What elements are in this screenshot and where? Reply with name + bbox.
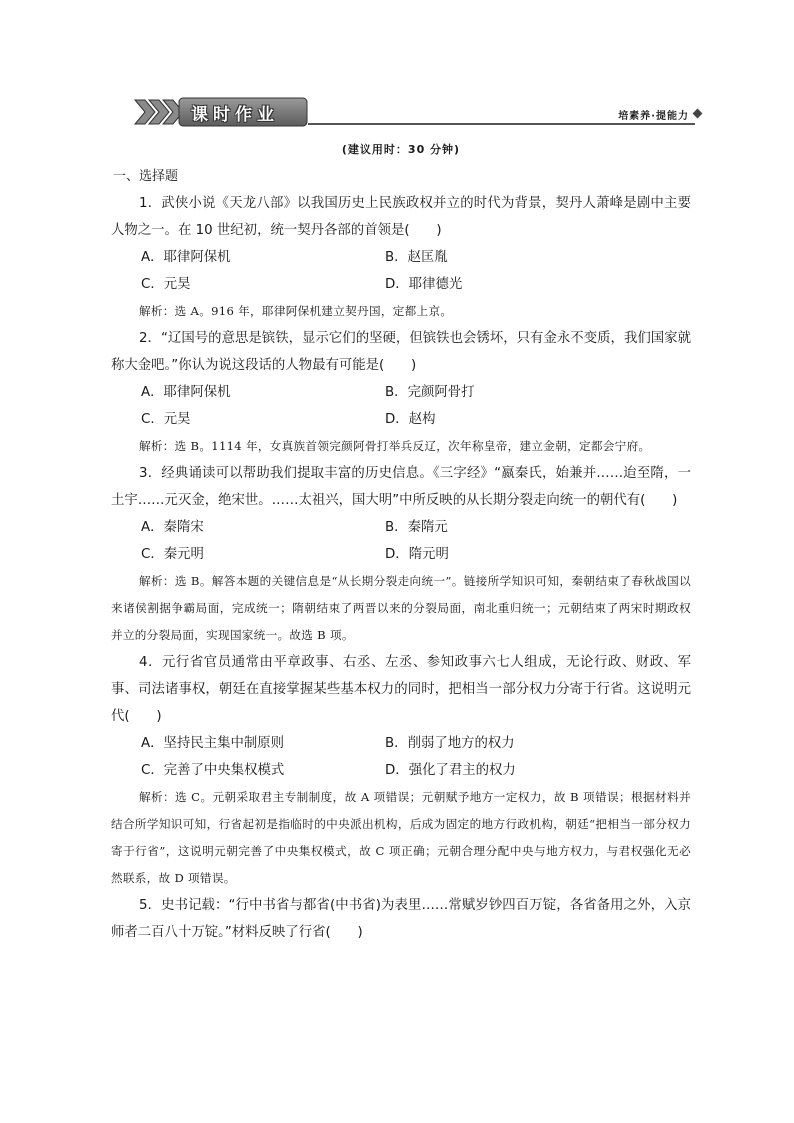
option-a: A．耶律阿保机 (141, 250, 231, 265)
option-list (111, 514, 691, 568)
question-3 (111, 460, 691, 649)
suggested-time: (建议用时：30 分钟) (341, 143, 461, 156)
banner-title: 课时作业 (191, 105, 279, 125)
option-d: D．隋元明 (385, 547, 449, 562)
header-divider (308, 123, 695, 125)
option-b: B．完颜阿骨打 (385, 385, 475, 400)
question-stem: 3．经典诵读可以帮助我们提取丰富的历史信息。《三字经》“嬴秦氏，始兼并……迨至隋，一土宇……元灭金，绝宋世。……太祖兴，国大明”中所反映的从长期分裂走向统一的朝代有( ) (111, 466, 691, 508)
option-list (111, 379, 691, 433)
section-title: 一、选择题 (113, 169, 179, 184)
question-stem: 2．“辽国号的意思是镔铁，显示它们的坚硬，但镔铁也会锈坏，只有金永不变质，我们国家就称大金吧。”你认为说这段话的人物最有可能是( ) (111, 331, 691, 373)
option-d: D．赵构 (385, 412, 436, 427)
option-a: A．坚持民主集中制原则 (141, 736, 285, 751)
answer-analysis: 解析：选 B。解答本题的关键信息是“从长期分裂走向统一”。链接所学知识可知，秦朝结束了春秋战国以来诸侯割据争霸局面，完成统一；隋朝结束了两晋以来的分裂局面，南北重归统一；元朝结束了两宋时期政权并立的分裂局面，实现国家统一。故选 B 项。 (111, 574, 691, 642)
option-c: C．秦元明 (141, 547, 204, 562)
question-stem: 4．元行省官员通常由平章政事、右丞、左丞、参知政事六七人组成，无论行政、财政、军事、司法诸事权，朝廷在直接掌握某些基本权力的同时，把相当一部分权力分寄于行省。这说明元代( ) (111, 655, 691, 724)
answer-analysis: 解析：选 A。916 年，耶律阿保机建立契丹国，定都上京。 (139, 304, 453, 318)
question-stem: 1．武侠小说《天龙八部》以我国历史上民族政权并立的时代为背景，契丹人萧峰是剧中主要人物之一。在 10 世纪初，统一契丹各部的首领是( ) (111, 196, 691, 238)
option-b: B．削弱了地方的权力 (385, 736, 515, 751)
question-5 (111, 892, 691, 946)
option-list (111, 244, 691, 298)
header-tagline: 培素养·提能力 (618, 111, 689, 122)
option-c: C．元昊 (141, 412, 191, 427)
question-4 (111, 649, 691, 892)
option-c: C．完善了中央集权模式 (141, 763, 285, 778)
option-d: D．耶律德光 (385, 277, 463, 292)
answer-analysis: 解析：选 B。1114 年，女真族首领完颜阿骨打举兵反辽，次年称皇帝，建立金朝，定都会宁府。 (139, 439, 651, 453)
option-b: B．赵匡胤 (385, 250, 448, 265)
option-a: A．耶律阿保机 (141, 385, 231, 400)
option-d: D．强化了君主的权力 (385, 763, 516, 778)
question-stem: 5．史书记载：“行中书省与都省(中书省)为表里……常赋岁钞四百万锭，各省备用之外，入京师者二百八十万锭。”材料反映了行省( ) (111, 898, 691, 940)
diamond-icon (693, 109, 703, 119)
option-list (111, 730, 691, 784)
option-a: A．秦隋宋 (141, 520, 204, 535)
worksheet-body (111, 137, 691, 946)
option-c: C．元昊 (141, 277, 191, 292)
option-b: B．秦隋元 (385, 520, 448, 535)
page-header (133, 96, 703, 130)
answer-analysis: 解析：选 C。元朝采取君主专制制度，故 A 项错误；元朝赋予地方一定权力，故 B 项错误；根据材料并结合所学知识可知，行省起初是指临时的中央派出机构，后成为固定的地方行政机构，朝廷“把相当一部分权力寄于行省”，这说明元朝完善了中央集权模式，故 C 项正确；元朝合理分配中央与地方权力，与君权强化无必然联系，故 D 项错误。 (111, 790, 691, 885)
question-2 (111, 325, 691, 460)
question-1 (111, 190, 691, 325)
